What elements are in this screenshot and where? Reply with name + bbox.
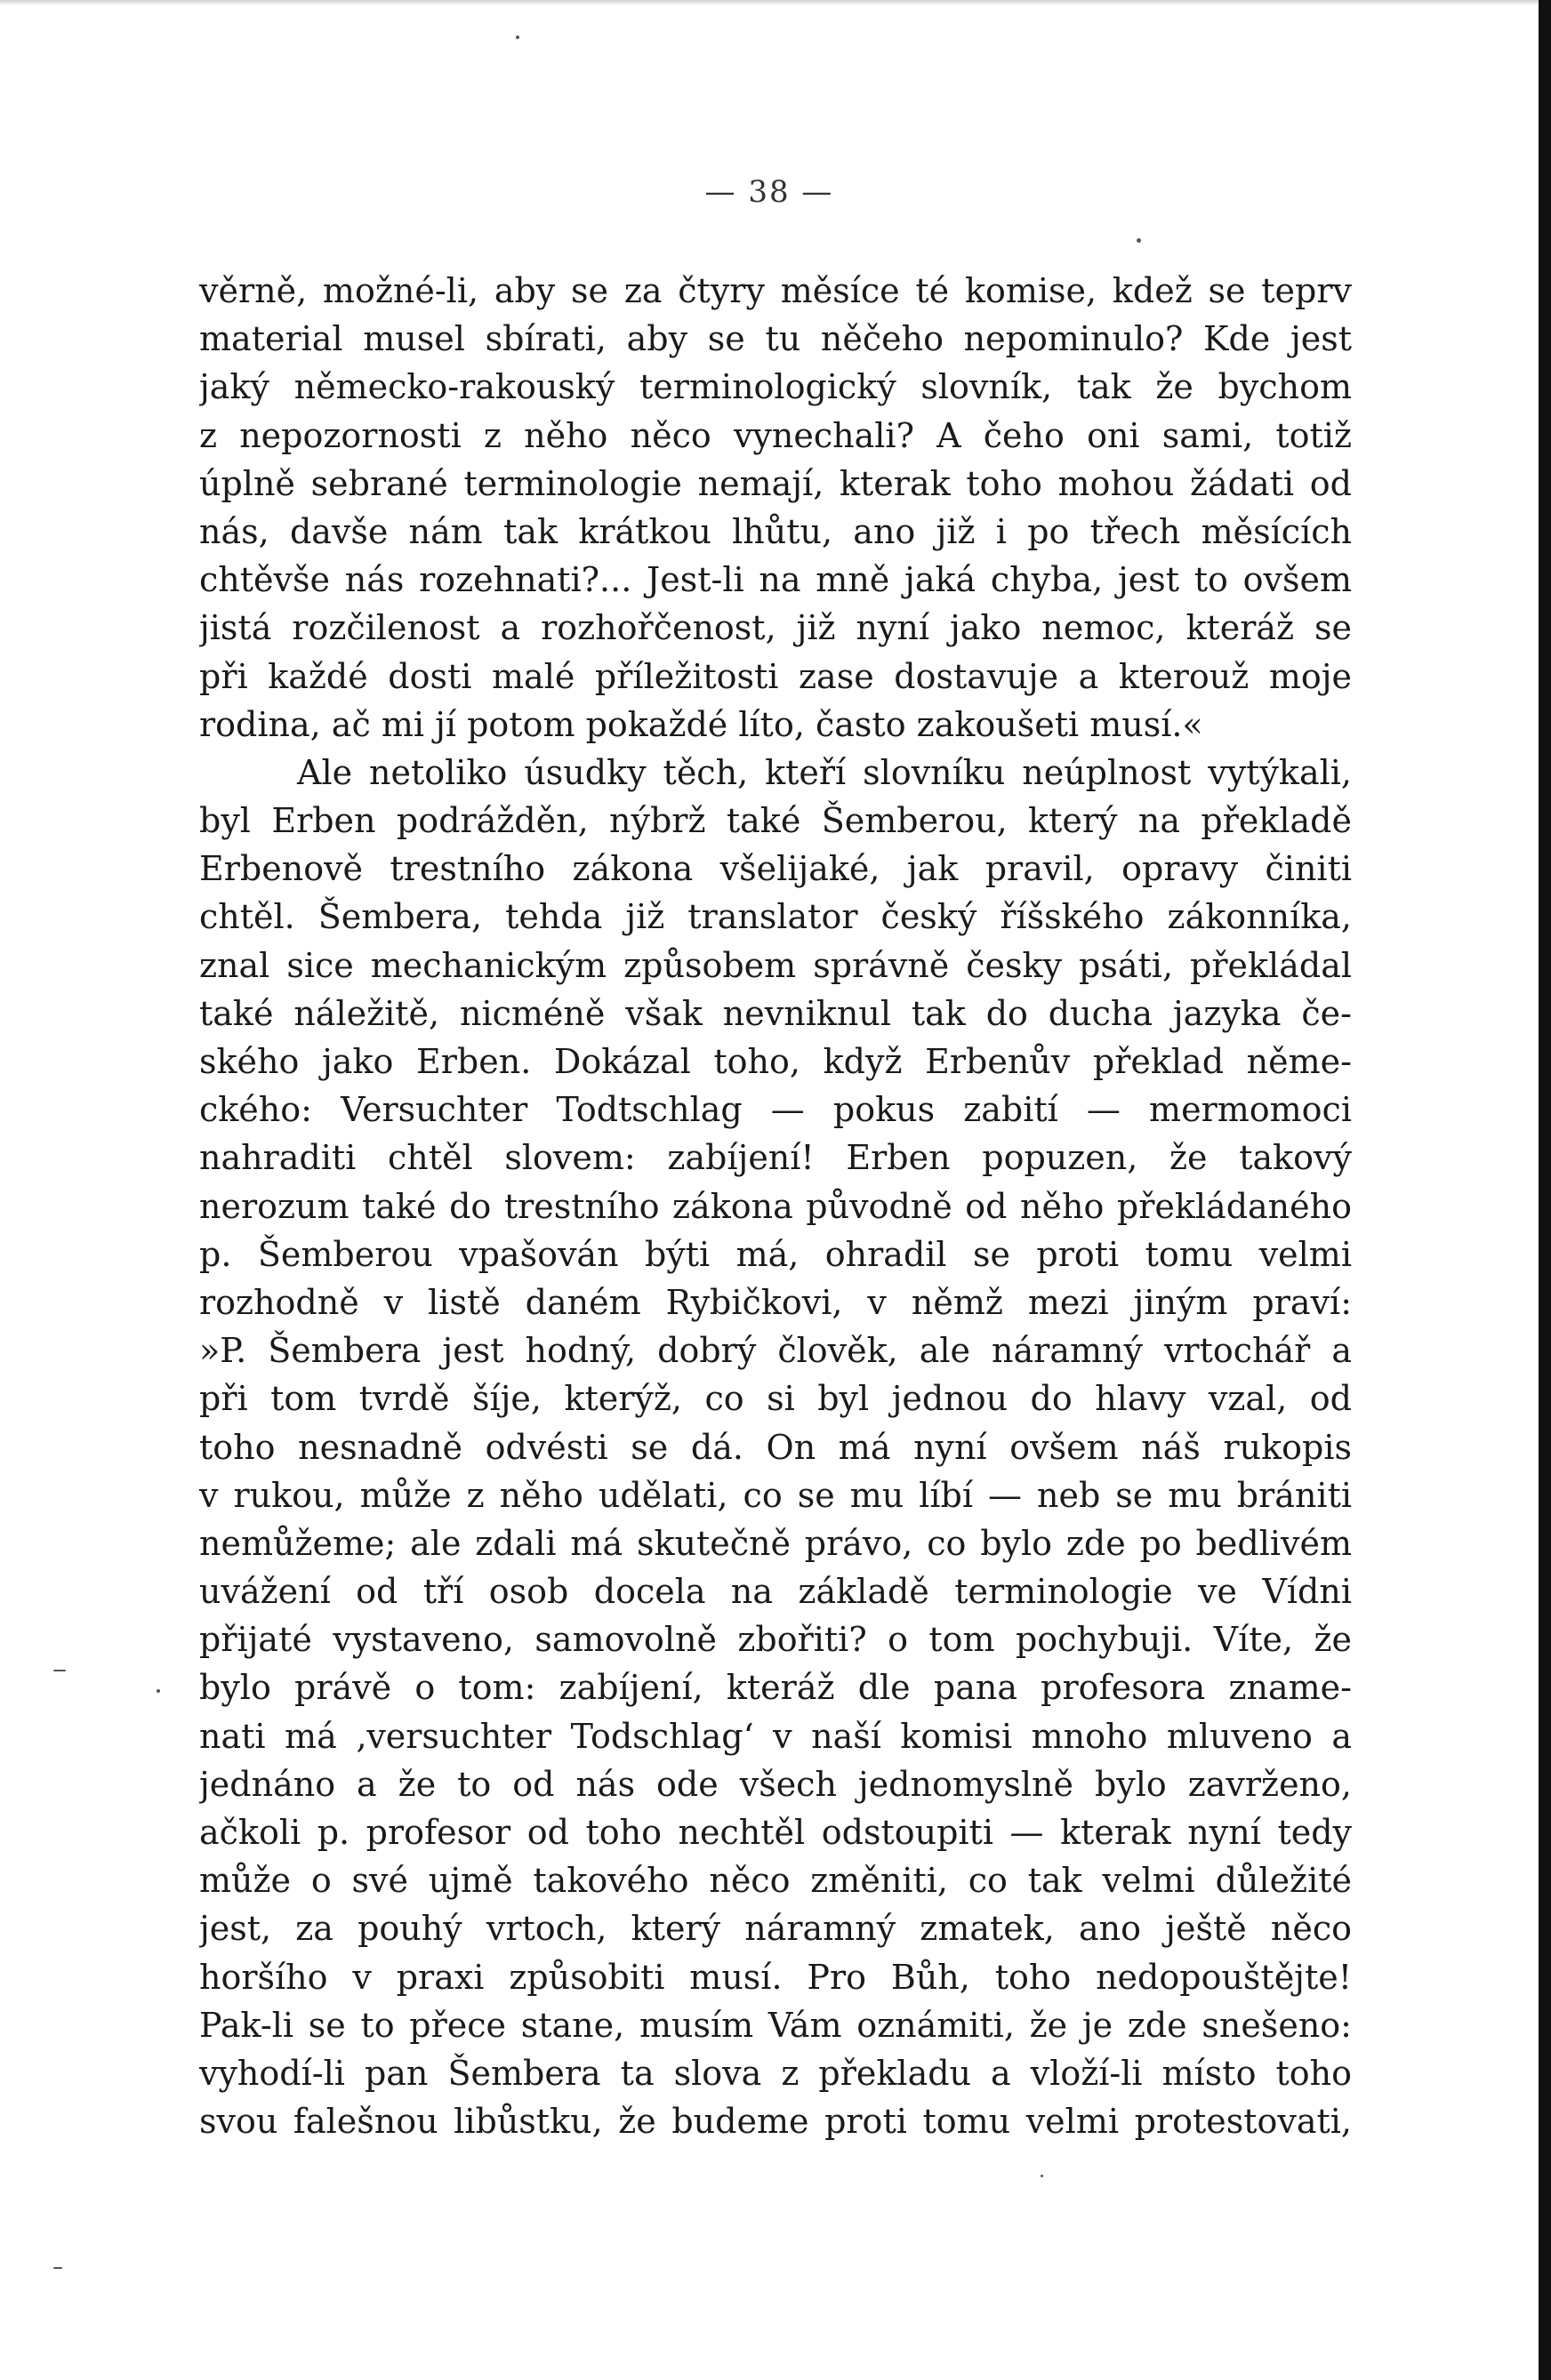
text-line: uvážení od tří osob docela na základě terminologie ve Vídni	[199, 1572, 1352, 1612]
text-line: nati má ‚versuchter Todschlag‘ v naší komisi mnoho mluveno a	[199, 1716, 1352, 1756]
text-line: nerozum také do trestního zákona původně od něho překládaného	[199, 1186, 1352, 1226]
text-line: ského jako Erben. Dokázal toho, když Erbenův překlad něme-	[199, 1042, 1352, 1081]
text-line: z nepozornosti z něho něco vynechali? A čeho oni sami, totiž	[199, 415, 1352, 455]
text-line: ačkoli p. profesor od toho nechtěl odstoupiti — kterak nyní tedy	[199, 1813, 1352, 1852]
text-line: znal sice mechanickým způsobem správně česky psáti, překládal	[199, 945, 1352, 985]
scan-speck	[53, 2267, 62, 2269]
text-line: jest, za pouhý vrtoch, který náramný zmatek, ano ještě něco	[199, 1909, 1352, 1949]
text-line: Pak-li se to přece stane, musím Vám oznámiti, že je zde snešeno:	[199, 2005, 1352, 2045]
text-line: vyhodí-li pan Šembera ta slova z překladu a vloží-li místo toho	[199, 2053, 1352, 2093]
text-line: svou falešnou libůstku, že budeme proti tomu velmi protestovati,	[199, 2102, 1352, 2142]
text-line: rodina, ač mi jí potom pokaždé líto, často zakoušeti musí.«	[199, 704, 1203, 744]
text-line: toho nesnadně odvésti se dá. On má nyní ovšem náš rukopis	[199, 1427, 1352, 1467]
text-line: Erbenově trestního zákona všelijaké, jak pravil, opravy činiti	[199, 849, 1352, 889]
scan-speck	[1041, 2175, 1043, 2177]
text-line: nás, davše nám tak krátkou lhůtu, ano již i po třech měsících	[199, 511, 1352, 551]
scan-right-edge	[1539, 0, 1551, 2380]
text-line: v rukou, může z něho udělati, co se mu líbí — neb se mu brániti	[199, 1475, 1352, 1515]
text-line: rozhodně v listě daném Rybičkovi, v němž mezi jiným praví:	[199, 1282, 1352, 1322]
text-line: jistá rozčilenost a rozhořčenost, již nyní jako nemoc, kteráž se	[199, 608, 1352, 648]
text-line: také náležitě, nicméně však nevniknul tak do ducha jazyka če-	[199, 993, 1352, 1033]
text-line: jaký německo-rakouský terminologický slovník, tak že bychom	[199, 367, 1352, 407]
text-line: jednáno a že to od nás ode všech jednomyslně bylo zavrženo,	[199, 1764, 1352, 1804]
text-line: bylo právě o tom: zabíjení, kteráž dle pana profesora zname-	[199, 1668, 1352, 1708]
text-line: horšího v praxi způsobiti musí. Pro Bůh, toho nedopouštějte!	[199, 1957, 1352, 1997]
text-line: ckého: Versuchter Todtschlag — pokus zabití — mermomoci	[199, 1090, 1352, 1130]
text-line: nahraditi chtěl slovem: zabíjení! Erben popuzen, že takový	[199, 1138, 1352, 1178]
paragraph-first-line: Ale netoliko úsudky těch, kteří slovníku neúplnost vytýkali,	[297, 752, 1352, 792]
text-line: při tom tvrdě šíje, kterýž, co si byl jednou do hlavy vzal, od	[199, 1379, 1352, 1419]
scan-speck	[516, 36, 519, 39]
text-line: může o své ujmě takového něco změniti, co tak velmi důležité	[199, 1861, 1352, 1901]
scan-speck	[1137, 238, 1141, 243]
scan-speck	[53, 1670, 66, 1671]
body-text	[199, 267, 1352, 2145]
text-line: při každé dosti malé příležitosti zase dostavuje a kterouž moje	[199, 656, 1352, 696]
text-line: material musel sbírati, aby se tu něčeho nepominulo? Kde jest	[199, 319, 1352, 359]
text-line: »P. Šembera jest hodný, dobrý člověk, ale náramný vrtochář a	[199, 1331, 1352, 1371]
page-number: — 38 —	[704, 174, 834, 210]
text-line: chtěl. Šembera, tehda již translator český říšského zákonníka,	[199, 897, 1352, 937]
text-line: chtěvše nás rozehnati?... Jest-li na mně jaká chyba, jest to ovšem	[199, 560, 1352, 600]
text-line: věrně, možné-li, aby se za čtyry měsíce té komise, kdež se teprv	[199, 271, 1352, 310]
text-line: přijaté vystaveno, samovolně zbořiti? o tom pochybuji. Víte, že	[199, 1620, 1352, 1660]
text-line: byl Erben podrážděn, nýbrž také Šemberou, který na překladě	[199, 801, 1352, 841]
text-line: p. Šemberou vpašován býti má, ohradil se proti tomu velmi	[199, 1234, 1352, 1274]
scan-speck	[157, 1689, 160, 1693]
text-line: úplně sebrané terminologie nemají, kterak toho mohou žádati od	[199, 463, 1352, 503]
text-line: nemůžeme; ale zdali má skutečně právo, co bylo zde po bedlivém	[199, 1523, 1352, 1563]
